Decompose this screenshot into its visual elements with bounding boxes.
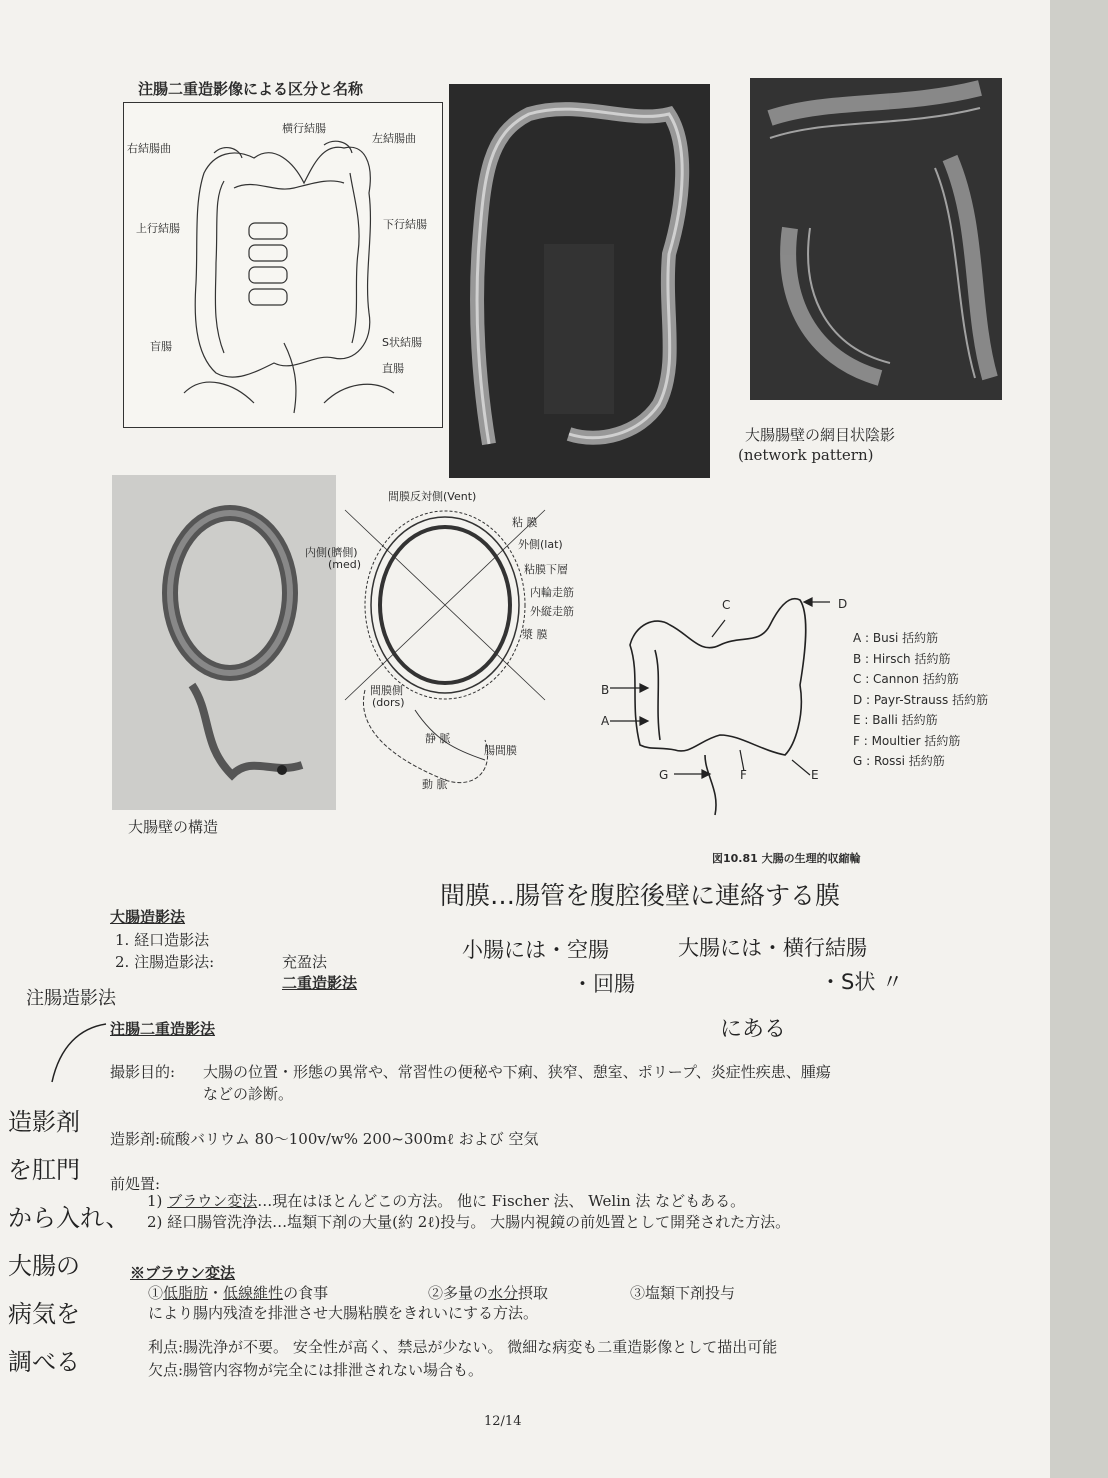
method-item-2: 2. 注腸造影法: <box>115 953 215 971</box>
label-right-flexure: 右結腸曲 <box>127 142 171 155</box>
brown-1-dot: ・ <box>208 1284 224 1302</box>
network-caption-line2: (network pattern) <box>738 446 874 464</box>
colon-wall-caption: 大腸壁の構造 <box>128 818 219 836</box>
colon-wall-photo <box>112 475 336 810</box>
contrast-agent: 造影剤:硫酸バリウム 80〜100v/w% 200~300mℓ および 空気 <box>110 1130 539 1148</box>
brown-step-2 <box>428 1282 548 1303</box>
label-serosa: 漿 膜 <box>522 628 548 641</box>
brown-1-meal: の食事 <box>283 1284 329 1302</box>
handwritten-arrow-line <box>30 1018 110 1088</box>
legend-d: D : Payr-Strauss 括約筋 <box>853 692 989 707</box>
handwritten-located: にある <box>720 1017 787 1042</box>
label-descending-colon: 下行結腸 <box>383 218 427 231</box>
handwritten-small-intestine-1: 小腸には・空腸 <box>462 938 609 962</box>
label-dors1: 間膜側 <box>370 684 403 697</box>
legend-a: A : Busi 括約筋 <box>853 631 939 645</box>
label-ascending-colon: 上行結腸 <box>136 222 180 235</box>
brown-description: により腸内残渣を排泄させ大腸粘膜をきれいにする方法。 <box>148 1304 539 1322</box>
label-vein: 静 脈 <box>425 732 451 745</box>
purpose-label: 撮影目的: <box>110 1063 176 1081</box>
colon-wall-photo-drawing <box>112 475 336 810</box>
prep-1 <box>147 1190 745 1211</box>
brown-step-3: ③塩類下剤投与 <box>630 1284 736 1302</box>
page-edge-shadow <box>1050 0 1108 1478</box>
prep-label: 前処置: <box>110 1175 161 1193</box>
point-b: B <box>601 683 610 697</box>
brown-2-a: ②多量の <box>428 1284 489 1302</box>
point-g: G <box>659 768 669 782</box>
label-left-flexure: 左結腸曲 <box>372 132 416 145</box>
prep-1-rest: …現在はほとんどこの方法。 他に Fischer 法、 Welin 法 などもある。 <box>257 1192 746 1210</box>
method-item-2b: 二重造影法 <box>282 974 358 992</box>
merit: 利点:腸洗浄が不要。 安全性が高く、禁忌が少ない。 微細な病変も二重造影像として描出可能 <box>148 1338 778 1356</box>
brown-1-low-fat: 低脂肪 <box>163 1284 209 1302</box>
label-outer-muscle: 外縦走筋 <box>530 605 574 618</box>
label-artery: 動 脈 <box>422 778 448 791</box>
handwritten-large-intestine-1: 大腸には・横行結腸 <box>678 936 867 960</box>
handwritten-small-intestine-2: ・回腸 <box>572 972 635 996</box>
colon-diagram-drawing <box>124 103 442 427</box>
figure1-title: 注腸二重造影像による区分と名称 <box>138 80 364 98</box>
handwritten-large-intestine-2: ・S状 〃 <box>820 970 904 994</box>
legend-c: C : Cannon 括約筋 <box>853 672 959 686</box>
brown-2-water: 水分 <box>488 1284 519 1302</box>
legend-e: E : Balli 括約筋 <box>853 713 938 727</box>
label-transverse-colon: 横行結腸 <box>282 122 326 135</box>
label-mucosa: 粘 膜 <box>512 516 538 529</box>
purpose-text-2: などの診断。 <box>203 1085 294 1103</box>
label-vent: 間膜反対側(Vent) <box>388 490 477 503</box>
legend-b: B : Hirsch 括約筋 <box>853 651 951 666</box>
point-d: D <box>838 597 848 611</box>
side-note-line-5: 病気を <box>8 1300 80 1328</box>
barium-xray-image <box>449 84 710 478</box>
label-med2: (med) <box>328 558 362 571</box>
side-note-line-1: 造影剤 <box>8 1108 80 1136</box>
contraction-rings-diagram <box>600 575 840 835</box>
label-mesentery: 腸間膜 <box>484 744 517 757</box>
network-pattern-drawing <box>750 78 1002 400</box>
brown-1-num: ① <box>148 1284 164 1302</box>
network-caption-line1: 大腸腸壁の網目状陰影 <box>745 426 896 444</box>
purpose-text-1: 大腸の位置・形態の異常や、常習性の便秘や下痢、狭窄、憩室、ポリープ、炎症性疾患、腫瘍 <box>203 1063 831 1081</box>
method-title: 注腸二重造影法 <box>110 1020 216 1038</box>
side-note-line-2: を肛門 <box>8 1156 80 1184</box>
label-lat: 外側(lat) <box>518 538 563 551</box>
barium-xray-drawing <box>449 84 710 478</box>
contraction-rings-drawing <box>600 575 840 835</box>
method-item-2a: 充盈法 <box>282 953 328 971</box>
demerit: 欠点:腸管内容物が完全には排泄されない場合も。 <box>148 1361 484 1379</box>
label-rectum: 直腸 <box>382 362 404 375</box>
label-inner-muscle: 内輪走筋 <box>530 586 574 599</box>
colon-diagram-frame <box>123 102 443 428</box>
label-submucosa: 粘膜下層 <box>524 563 568 576</box>
section-title: 大腸造影法 <box>110 908 186 926</box>
method-item-1: 1. 経口造影法 <box>115 931 210 949</box>
prep-1-term: ブラウン変法 <box>167 1192 258 1210</box>
label-sigmoid: S状結腸 <box>382 336 422 349</box>
point-f: F <box>740 768 747 782</box>
side-note-line-6: 調べる <box>8 1348 80 1376</box>
handwritten-mesentery-note: 間膜…腸管を腹腔後壁に連絡する膜 <box>440 881 841 910</box>
brown-step-1 <box>148 1282 328 1303</box>
point-c: C <box>722 598 731 612</box>
prep-1-num: 1) <box>147 1192 163 1210</box>
network-pattern-xray-image <box>750 78 1002 400</box>
side-note-line-4: 大腸の <box>8 1252 80 1280</box>
sphincter-legend <box>853 628 988 772</box>
label-dors2: (dors) <box>372 696 405 709</box>
brown-title: ※ブラウン変法 <box>130 1264 236 1282</box>
brown-2-c: 摂取 <box>518 1284 549 1302</box>
legend-g: G : Rossi 括約筋 <box>853 754 945 768</box>
figure4-caption: 図10.81 大腸の生理的収縮輪 <box>712 852 861 865</box>
label-med1: 内側(臍側) <box>305 546 358 559</box>
page-number: 12/14 <box>484 1414 522 1429</box>
point-e: E <box>811 768 819 782</box>
point-a: A <box>601 714 610 728</box>
legend-f: F : Moultier 括約筋 <box>853 733 961 748</box>
handwritten-side-title: 注腸造影法 <box>26 988 116 1009</box>
brown-1-low-fiber: 低線維性 <box>223 1284 284 1302</box>
side-note-line-3: から入れ、 <box>8 1204 130 1232</box>
label-cecum: 盲腸 <box>150 340 172 353</box>
prep-2: 2) 経口腸管洗浄法…塩類下剤の大量(約 2ℓ)投与。 大腸内視鏡の前処置として開発された方法。 <box>147 1213 791 1231</box>
